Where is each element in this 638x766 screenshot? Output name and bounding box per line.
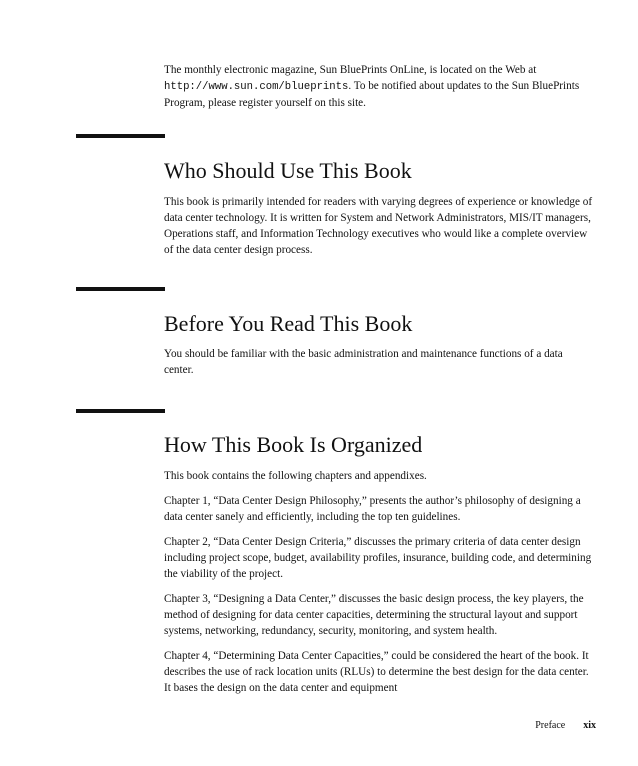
section-rule-before [76,287,165,291]
who-paragraph: This book is primarily intended for readers with varying degrees of experience or knowledge of data center technology. It is written for System and Network Administrators, MIS/IT managers, Operations staff, and Information Technology executives who would like a complete overview of the data center design process. [164,196,593,256]
footer-section-label: Preface [535,720,566,731]
chapter-1-paragraph: Chapter 1, “Data Center Design Philosophy,” presents the author’s philosophy of designing a data center sanely and efficiently, including the top ten guidelines. [164,495,581,523]
page-number: xix [583,720,596,731]
chapter-3-paragraph: Chapter 3, “Designing a Data Center,” discusses the basic design process, the key players, the method of designing for data center capacities, determining the structural layout and support systems, networking, redundancy, security, monitoring, and system health. [164,593,584,637]
intro-text-after-url: . To be notified about updates to the Sun BluePrints Program, please register yourself on this site. [164,80,580,109]
chapter-4-paragraph: Chapter 4, “Determining Data Center Capacities,” could be considered the heart of the book. It describes the use of rack location units (RLUs) to determine the best design for the data center. It bases the design on the data center and equipment [164,650,589,694]
blueprints-url-link[interactable]: http://www.sun.com/blueprints [164,81,349,93]
who-block [164,194,594,258]
section-rule-who [76,134,165,138]
intro-paragraph [164,62,594,111]
before-paragraph: You should be familiar with the basic administration and maintenance functions of a data center. [164,348,563,376]
chapter-2-paragraph: Chapter 2, “Data Center Design Criteria,” discusses the primary criteria of data center design including project scope, budget, availability profiles, insurance, building code, and determining the viability of the project. [164,536,592,580]
heading-before-you-read: Before You Read This Book [164,311,413,336]
page-footer [535,720,596,732]
before-block [164,346,594,378]
heading-who-should-use: Who Should Use This Book [164,158,412,183]
heading-how-organized: How This Book Is Organized [164,432,423,457]
organized-intro: This book contains the following chapters and appendixes. [164,470,427,482]
intro-text-before-url: The monthly electronic magazine, Sun BluePrints OnLine, is located on the Web at [164,64,537,76]
section-rule-organized [76,409,165,413]
organized-block [164,468,594,696]
intro-block [164,62,594,111]
